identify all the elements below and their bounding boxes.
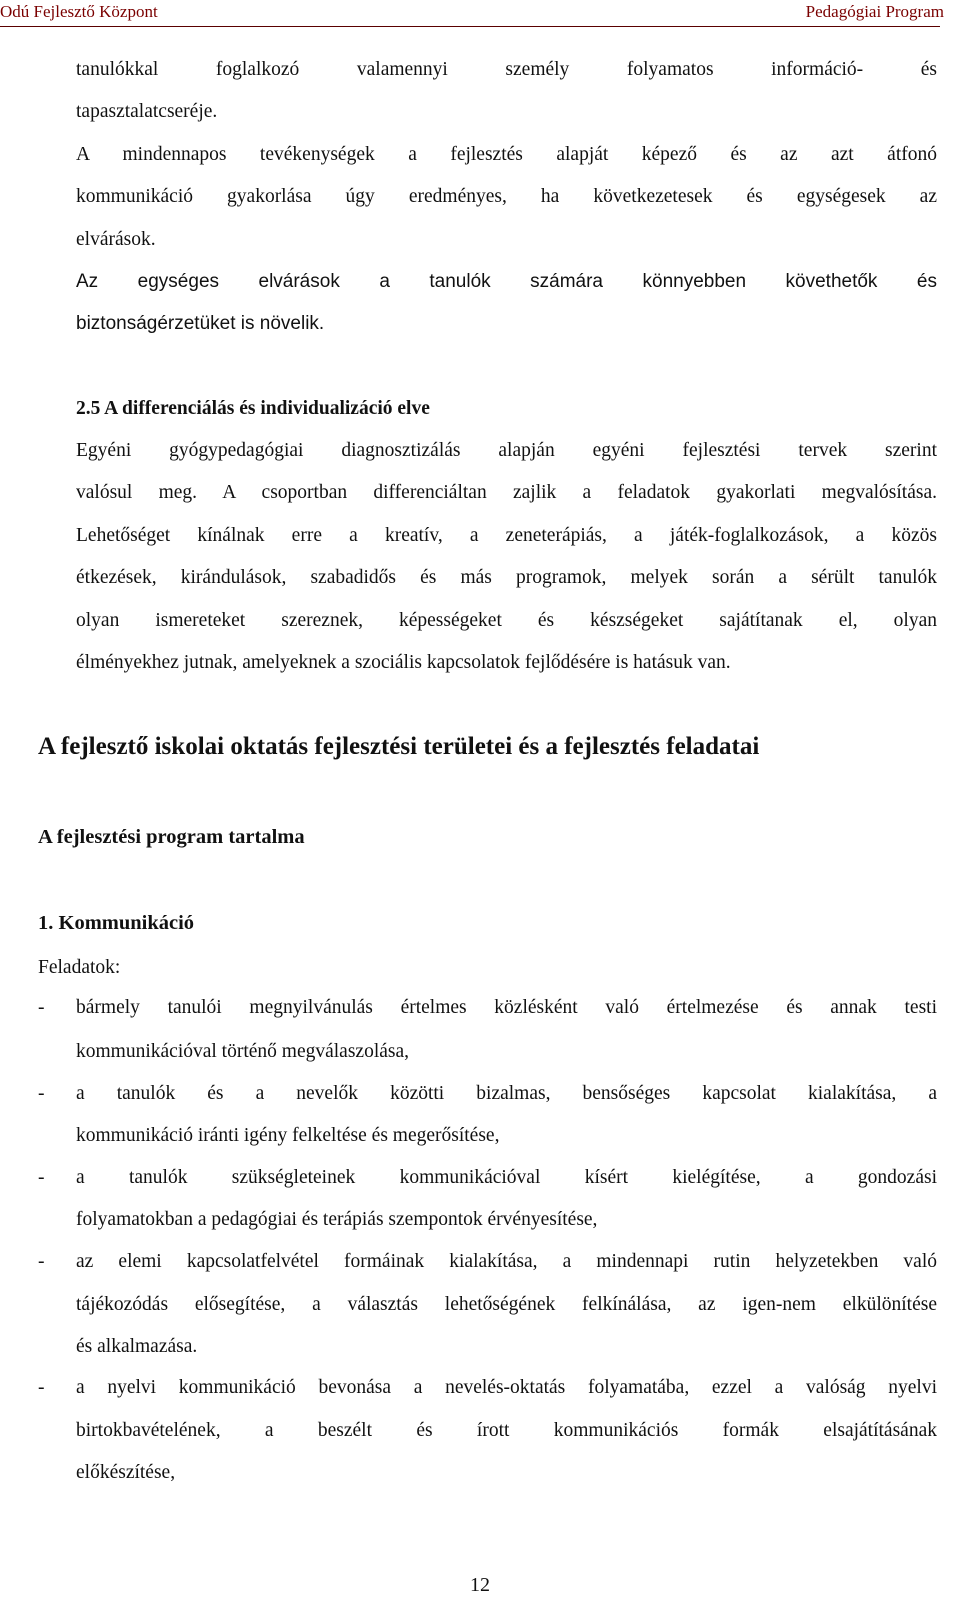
list-item-line: a tanulók szükségleteinek kommunikációval kísért kielégítése, a gondozási [76,1167,937,1188]
intro-line: elvárások. [76,229,156,250]
list-item-line: bármely tanulói megnyilvánulás értelmes közlésként való értelmezése és annak testi [76,997,937,1018]
section-line: Egyéni gyógypedagógiai diagnosztizálás alapján egyéni fejlesztési tervek szerint [76,440,937,461]
header-document-title: Pedagógiai Program [805,2,944,21]
intro-line: tapasztalatcseréje. [76,101,218,122]
list-dash: - [38,1083,45,1104]
header-divider [0,26,940,27]
sub-heading: A fejlesztési program tartalma [38,826,305,848]
list-dash: - [38,1251,45,1272]
header-organization: Odú Fejlesztő Központ [0,2,158,21]
kommunikacio-title: 1. Kommunikáció [38,912,195,934]
intro-line: kommunikáció gyakorlása úgy eredményes, ha következetesek és egységesek az [76,186,937,207]
list-dash: - [38,1167,45,1188]
list-item-line: és alkalmazása. [76,1336,198,1357]
list-item-line: folyamatokban a pedagógiai és terápiás szempontok érvényesítése, [76,1209,598,1230]
list-item-line: előkészítése, [76,1462,176,1483]
main-heading: A fejlesztő iskolai oktatás fejlesztési területei és a fejlesztés feladatai [38,733,760,760]
list-item-line: a tanulók és a nevelők közötti bizalmas, bensőséges kapcsolat kialakítása, a [76,1083,937,1104]
list-dash: - [38,1377,45,1398]
intro-line: tanulókkal foglalkozó valamennyi személy folyamatos információ- és [76,59,937,80]
section-line: valósul meg. A csoportban differenciáltan zajlik a feladatok gyakorlati megvalósítása. [76,482,937,503]
intro-line: biztonságérzetüket is növelik. [76,313,325,334]
list-item-line: birtokbavételének, a beszélt és írott kommunikációs formák elsajátításának [76,1420,937,1441]
section-title: 2.5 A differenciálás és individualizáció elve [76,398,430,419]
intro-line: Az egységes elvárások a tanulók számára könnyebben követhetők és [76,271,937,292]
page-header [0,0,960,26]
section-line: Lehetőséget kínálnak erre a kreatív, a zeneterápiás, a játék-foglalkozások, a közös [76,525,937,546]
list-dash: - [38,997,45,1018]
list-item-line: tájékozódás elősegítése, a választás lehetőségének felkínálása, az igen-nem elkülönítése [76,1294,937,1315]
list-item-line: kommunikáció iránti igény felkeltése és megerősítése, [76,1125,500,1146]
list-item-line: az elemi kapcsolatfelvétel formáinak kialakítása, a mindennapi rutin helyzetekben való [76,1251,937,1272]
list-item-line: kommunikációval történő megválaszolása, [76,1041,410,1062]
tasks-label: Feladatok: [38,957,121,978]
section-line: olyan ismereteket szereznek, képességeket és készségeket sajátítanak el, olyan [76,610,937,631]
page-number: 12 [470,1574,490,1596]
section-line: étkezések, kirándulások, szabadidős és más programok, melyek során a sérült tanulók [76,567,937,588]
section-line: élményekhez jutnak, amelyeknek a szociális kapcsolatok fejlődésére is hatásuk van. [76,652,731,673]
intro-line: A mindennapos tevékenységek a fejlesztés alapját képező és az azt átfonó [76,144,937,165]
list-item-line: a nyelvi kommunikáció bevonása a nevelés-oktatás folyamatába, ezzel a valóság nyelvi [76,1377,937,1398]
